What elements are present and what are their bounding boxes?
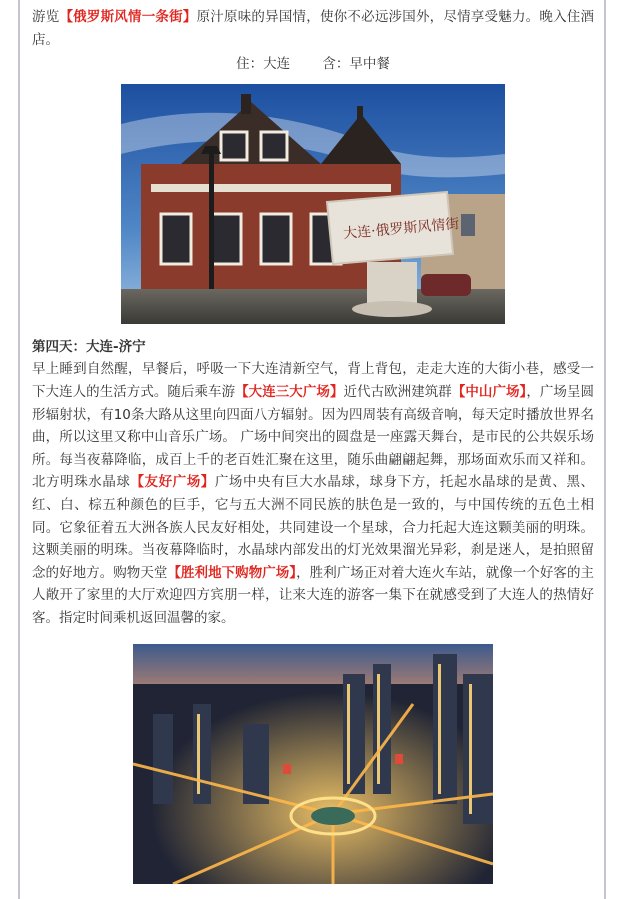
day4-description — [32, 358, 594, 629]
russian-street-illustration — [121, 84, 505, 324]
attraction-shengli-mall: 【胜利地下购物广场】 — [167, 564, 297, 581]
day4-text-5: ，胜利广场正对着大连火车站，就像一个好客的主人敞开了家里的大厅欢迎四方宾朋一样，让来大连的游客一集下在就感受到了大连人的热情好客。指定时间乘机返回温馨的家。 — [32, 564, 595, 626]
sign-text: 大连·俄罗斯风情街 — [342, 215, 460, 242]
article-content — [32, 0, 594, 884]
day4-text-3: ，广场呈圆形辐射状，有10条大路从这里向四面八方辐射。因为四周装有高级音响，每天定时播放世界名曲，所以这里又称中山音乐广场。 广场中间突出的圆盘是一座露天舞台，是市民的公共娱乐场所。每当夜幕降临，成百上千的老百姓汇聚在这里，随乐曲翩翩起舞，那场面欢乐而又祥和。北方明珠水晶球 — [32, 383, 595, 491]
dalian-night-illustration — [133, 644, 493, 884]
meals-label: 含：早中餐 — [322, 56, 390, 73]
russian-street-photo — [121, 84, 505, 324]
stay-info — [32, 53, 594, 76]
attraction-zhongshan-square: 【中山广场】 — [451, 383, 527, 400]
intro-paragraph — [32, 6, 594, 51]
attraction-russian-street: 【俄罗斯风情一条街】 — [59, 9, 197, 25]
attraction-friendship-square: 【友好广场】 — [130, 474, 215, 491]
day4-title: 第四天：大连-济宁 — [32, 338, 146, 355]
accommodation-label: 住：大连 — [236, 56, 291, 73]
intro-pre: 游览 — [32, 9, 60, 25]
day4-text-2: 近代古欧洲建筑群 — [343, 383, 452, 400]
intro-post: 原汁原味的异国情，使你不必远涉国外，尽情享受魅力。晚入住酒店。 — [32, 9, 595, 48]
dalian-night-photo — [133, 644, 493, 884]
day4-text-4: 广场中央有巨大水晶球，球身下方，托起水晶球的是黄、黑、红、白、棕五种颜色的巨手，它与五大洲不同民族的肤色是一致的，与中国传统的五色土相同。它象征着五大洲各族人民友好相处，共同建设一个星球，合力托起大连这颗美丽的明珠。这颗美丽的明珠。当夜幕降临时，水晶球内部发出的灯光效果溜光异彩，刹是迷人，是拍照留念的好地方。购物天堂 — [32, 474, 595, 581]
attraction-three-squares: 【大连三大广场】 — [235, 383, 344, 400]
day4-text-1: 早上睡到自然醒，早餐后，呼吸一下大连清新空气，背上背包，走走大连的大街小巷，感受一下大连人的生活方式。随后乘车游 — [32, 361, 594, 400]
